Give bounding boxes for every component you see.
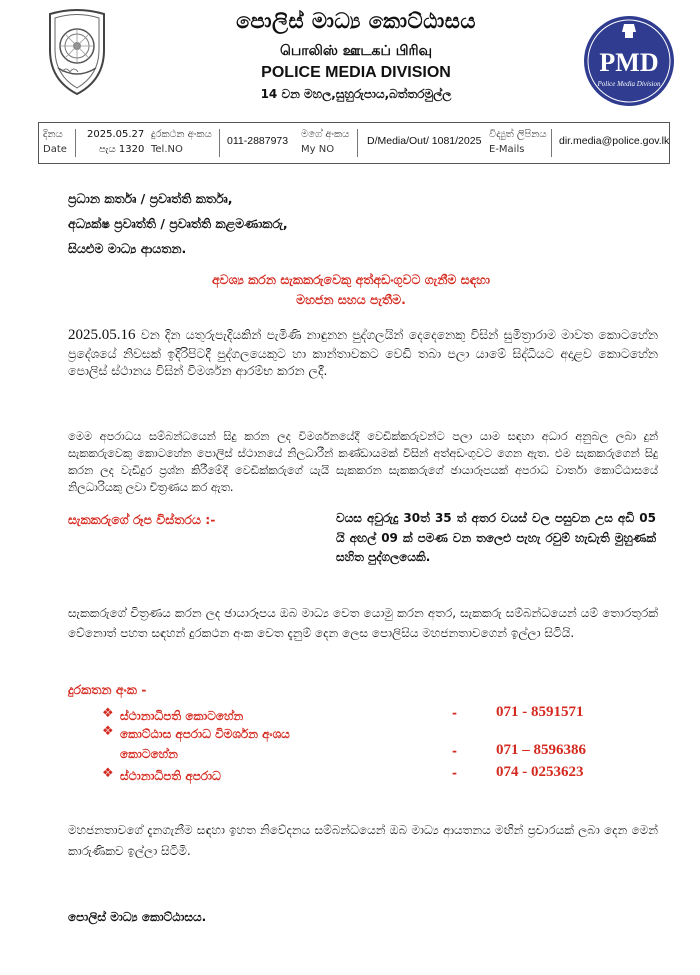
date-label: දිනය Date xyxy=(43,129,67,155)
contact-number[interactable]: 074 - 0253623 xyxy=(496,764,584,780)
date-value: 2025.05.27 පැය 1320 xyxy=(87,129,145,155)
bullet-icon: ❖ xyxy=(102,766,114,781)
subject-heading: අවශ්‍ය කරන සැකකරුවෙකු අත්අඩංගුවට ගැනීම සඳහා මහජන සහය පැතීම. xyxy=(211,272,491,307)
bullet-icon: ❖ xyxy=(102,706,114,721)
paragraph-request: සැකකරුගේ චිත්‍රණය කරන ලද ඡායාරූපය ඔබ මාධ්‍ය වෙත යොමු කරන අතර, සැකකරු සම්බන්ධයෙන් යම් තොරතුරක් වේනොත් පහත සඳහන් දුරකථන අංක වෙත දැනුම් දෙන ලෙස පොලිසිය මහජනතාවගෙන් ඉල්ලා සිටියි. xyxy=(68,606,658,640)
tel-value: 011-2887973 xyxy=(227,135,289,147)
pmd-logo-icon xyxy=(582,14,676,108)
description-label: සැකකරුගේ රූප විස්තරය :- xyxy=(68,512,216,527)
bullet-icon: ❖ xyxy=(102,724,114,739)
contact-name: ස්ථානාධිපති කොටහේන xyxy=(120,709,244,723)
paragraph-incident: 2025.05.16 වන දින යතුරුපැදියකින් පැමිණි නාඳුනන පුද්ගලයින් දෙදෙනෙකු විසින් සුමිත්‍රාරාම මාවත කොටහේන ප්‍රදේශයේ නිවසක් ඉදිරිපිටදී පුද්ගලයෙකුට හා කාන්තාවකට වෙඩි තබා පලා යාමේ සිද්ධියට අදාළව කොටහේන පොලිස් ස්ථානය විසින් විමර්ශන ආරම්භ කරන ලදී. xyxy=(68,327,658,378)
letterhead-titles xyxy=(206,6,506,104)
office-address: 14 වන මහල,සුහුරුපාය,බත්තරමුල්ල xyxy=(260,87,452,101)
description-text: වයස අවුරුදු 30ත් 35 ත් අතර වයස් වල පසුවන උස අඩි 05 යි අඟල් 09 ක් පමණ වන තලෙළු පැහැ රවුම් හැඩැති මුහුණක් සහිත පුද්ගලයෙකි. xyxy=(336,511,656,564)
incident-date: 2025.05.16 xyxy=(68,327,136,343)
title-sinhala: පොලිස් මාධ්‍ය කොට්ඨාසය xyxy=(236,9,476,33)
svg-text:Police Media Division: Police Media Division xyxy=(597,80,661,88)
contact-name: ස්ථානාධිපති අපරාධ xyxy=(120,769,221,783)
svg-text:PMD: PMD xyxy=(599,48,659,77)
telephone-label: දුරකතන අංක - xyxy=(68,682,147,697)
paragraph-closing: මහජනතාවගේ දැනගැනීම සඳහා ඉහත නිවේදනය සම්බන්ධයෙන් ඔබ මාධ්‍ය ආයතනය මඟින් ප්‍රචාරයක් ලබා දෙන මෙන් කාරුණිකව ඉල්ලා සිටිමි. xyxy=(68,823,658,858)
addressee-line: සියළුම මාධ්‍ය ආයතන. xyxy=(68,241,187,256)
email-label: විද්‍යුත් ලිපිනය E-Mails xyxy=(489,129,547,155)
tel-label: දුරකථන අංකය Tel.NO xyxy=(151,129,212,155)
contact-name: කොට්ඨාස අපරාධ විමර්ශන අංශය කොටහේන xyxy=(120,727,290,761)
contact-number[interactable]: 071 - 8591571 xyxy=(496,704,584,720)
my-no-label: මගේ අංකය My NO xyxy=(301,129,350,155)
letter-page: පොලිස් මාධ්‍ය කොට්ඨාසය பொலிஸ் ஊடகப் பிரிவு POLICE MEDIA DIVISION 14 වන මහල,සුහුරුපාය,බත්තරමුල්ල PMD Police Media Division දිනය Date 2025.05.27 පැය 1320 දුරකථන අංකය Tel.NO 011-2887973 මගේ අංකය My NO D/Media/Out/ 1081/2025 විද්‍යුත් ලිපිනය E-Mails dir.media@police.gov.lk ප්‍රධාන කර්තෘ / ප්‍රවෘත්ති කර්තෘ, අධ්‍යක්ෂ ප්‍රවෘත්ති / ප්‍රවෘත්ති කළමණාකරු, සියළුම මාධ්‍ය ආයතන. අවශ්‍ය කරන සැකකරුවෙකු අත්අඩංගුවට ගැනීම සඳහා මහජන සහය පැතීම. 2025.05.16 වන දින යතුරුපැදියකින් පැමිණි නාඳුනන පුද්ගලයින් දෙදෙනෙකු විසින් සුමිත්‍රාරාම මාවත කොටහේන ප්‍රදේශයේ නිවසක් ඉදිරිපිටදී පුද්ගලයෙකුට හා කාන්තාවකට වෙඩි තබා පලා යාමේ සිද්ධියට අදාළව කොටහේන පොලිස් ස්ථානය විසින් විමර්ශන ආරම්භ කරන ලදී. මෙම අපරාධය සම්බන්ධයෙන් සිදු කරන ලද විමර්ශනයේදී වෙඩික්කරුවන්ට පලා යාම සඳහා අධාර අනුබල ලබා දුන් සැකකරුවෙකු කොටහේන පොලිස් ස්ථානයේ නිලධාරීන් කණ්ඩායමක් විසින් අත්අඩංගුවට ගෙන ඇත. එම සැකකරුගෙන් සිදු කරන ලද වැඩිදුර ප්‍රශ්න කිරීමේදී වෙඩික්කරුගේ යැයි සැකකරන සැකකරුගේ ඡායාරූපයක් අපරාධ වාර්තා කොට්ඨාසයේ නිලධාරියකු ලවා චිත්‍රණය කර ඇත. සැකකරුගේ රූප විස්තරය :- වයස අවුරුදු 30ත් 35 ත් අතර වයස් වල පසුවන උස අඩි 05 යි අඟල් 09 ක් පමණ වන තලෙළු පැහැ රවුම් හැඩැති මුහුණක් සහිත පුද්ගලයෙකි. සැකකරුගේ චිත්‍රණය කරන ලද ඡායාරූපය ඔබ මාධ්‍ය වෙත යොමු කරන අතර, සැකකරු සම්බන්ධයෙන් යම් තොරතුරක් වේනොත් පහත සඳහන් දුරකථන අංක වෙත දැනුම් දෙන ලෙස පොලිසිය මහජනතාවගෙන් ඉල්ලා සිටියි. දුරකතන අංක - ❖ ස්ථානාධිපති කොටහේන - 071 - 8591571 ❖ කොට්ඨාස අපරාධ විමර්ශන අංශය කොටහේන - 071 – 8596386 ❖ ස්ථානාධිපති අපරාධ - 074 - 0253623 මහජනතාවගේ දැනගැනීම සඳහා ඉහත නිවේදනය සම්බන්ධයෙන් ඔබ මාධ්‍ය ආයතනය මඟින් ප්‍රචාරයක් ලබා දෙන මෙන් කාරුණිකව ඉල්ලා සිටිමි. පොලිස් මාධ්‍ය කොට්ඨාසය. xyxy=(26,0,678,972)
contact-number[interactable]: 071 – 8596386 xyxy=(496,742,586,758)
letterhead xyxy=(26,0,678,118)
title-tamil: பொலிஸ் ஊடகப் பிரிவு xyxy=(279,43,433,59)
my-no-value: D/Media/Out/ 1081/2025 xyxy=(367,135,482,147)
addressee-block xyxy=(68,186,288,261)
title-english: POLICE MEDIA DIVISION xyxy=(261,64,451,81)
addressee-line: ප්‍රධාන කර්තෘ / ප්‍රවෘත්ති කර්තෘ, xyxy=(68,191,233,206)
contact-strip xyxy=(38,122,670,164)
paragraph-investigation: මෙම අපරාධය සම්බන්ධයෙන් සිදු කරන ලද විමර්ශනයේදී වෙඩික්කරුවන්ට පලා යාම සඳහා අධාර අනුබල ලබා දුන් සැකකරුවෙකු කොටහේන පොලිස් ස්ථානයේ නිලධාරීන් කණ්ඩායමක් විසින් අත්අඩංගුවට ගෙන ඇත. එම සැකකරුගෙන් සිදු කරන ලද වැඩිදුර ප්‍රශ්න කිරීමේදී වෙඩික්කරුගේ යැයි සැකකරන සැකකරුගේ ඡායාරූපයක් අපරාධ වාර්තා කොට්ඨාසයේ නිලධාරියකු ලවා චිත්‍රණය කර ඇත. xyxy=(68,430,658,494)
email-value: dir.media@police.gov.lk xyxy=(559,135,670,147)
signature: පොලිස් මාධ්‍ය කොට්ඨාසය. xyxy=(68,910,207,924)
police-crest-icon xyxy=(44,6,110,96)
addressee-line: අධ්‍යක්ෂ ප්‍රවෘත්ති / ප්‍රවෘත්ති කළමණාකරු, xyxy=(68,216,288,231)
